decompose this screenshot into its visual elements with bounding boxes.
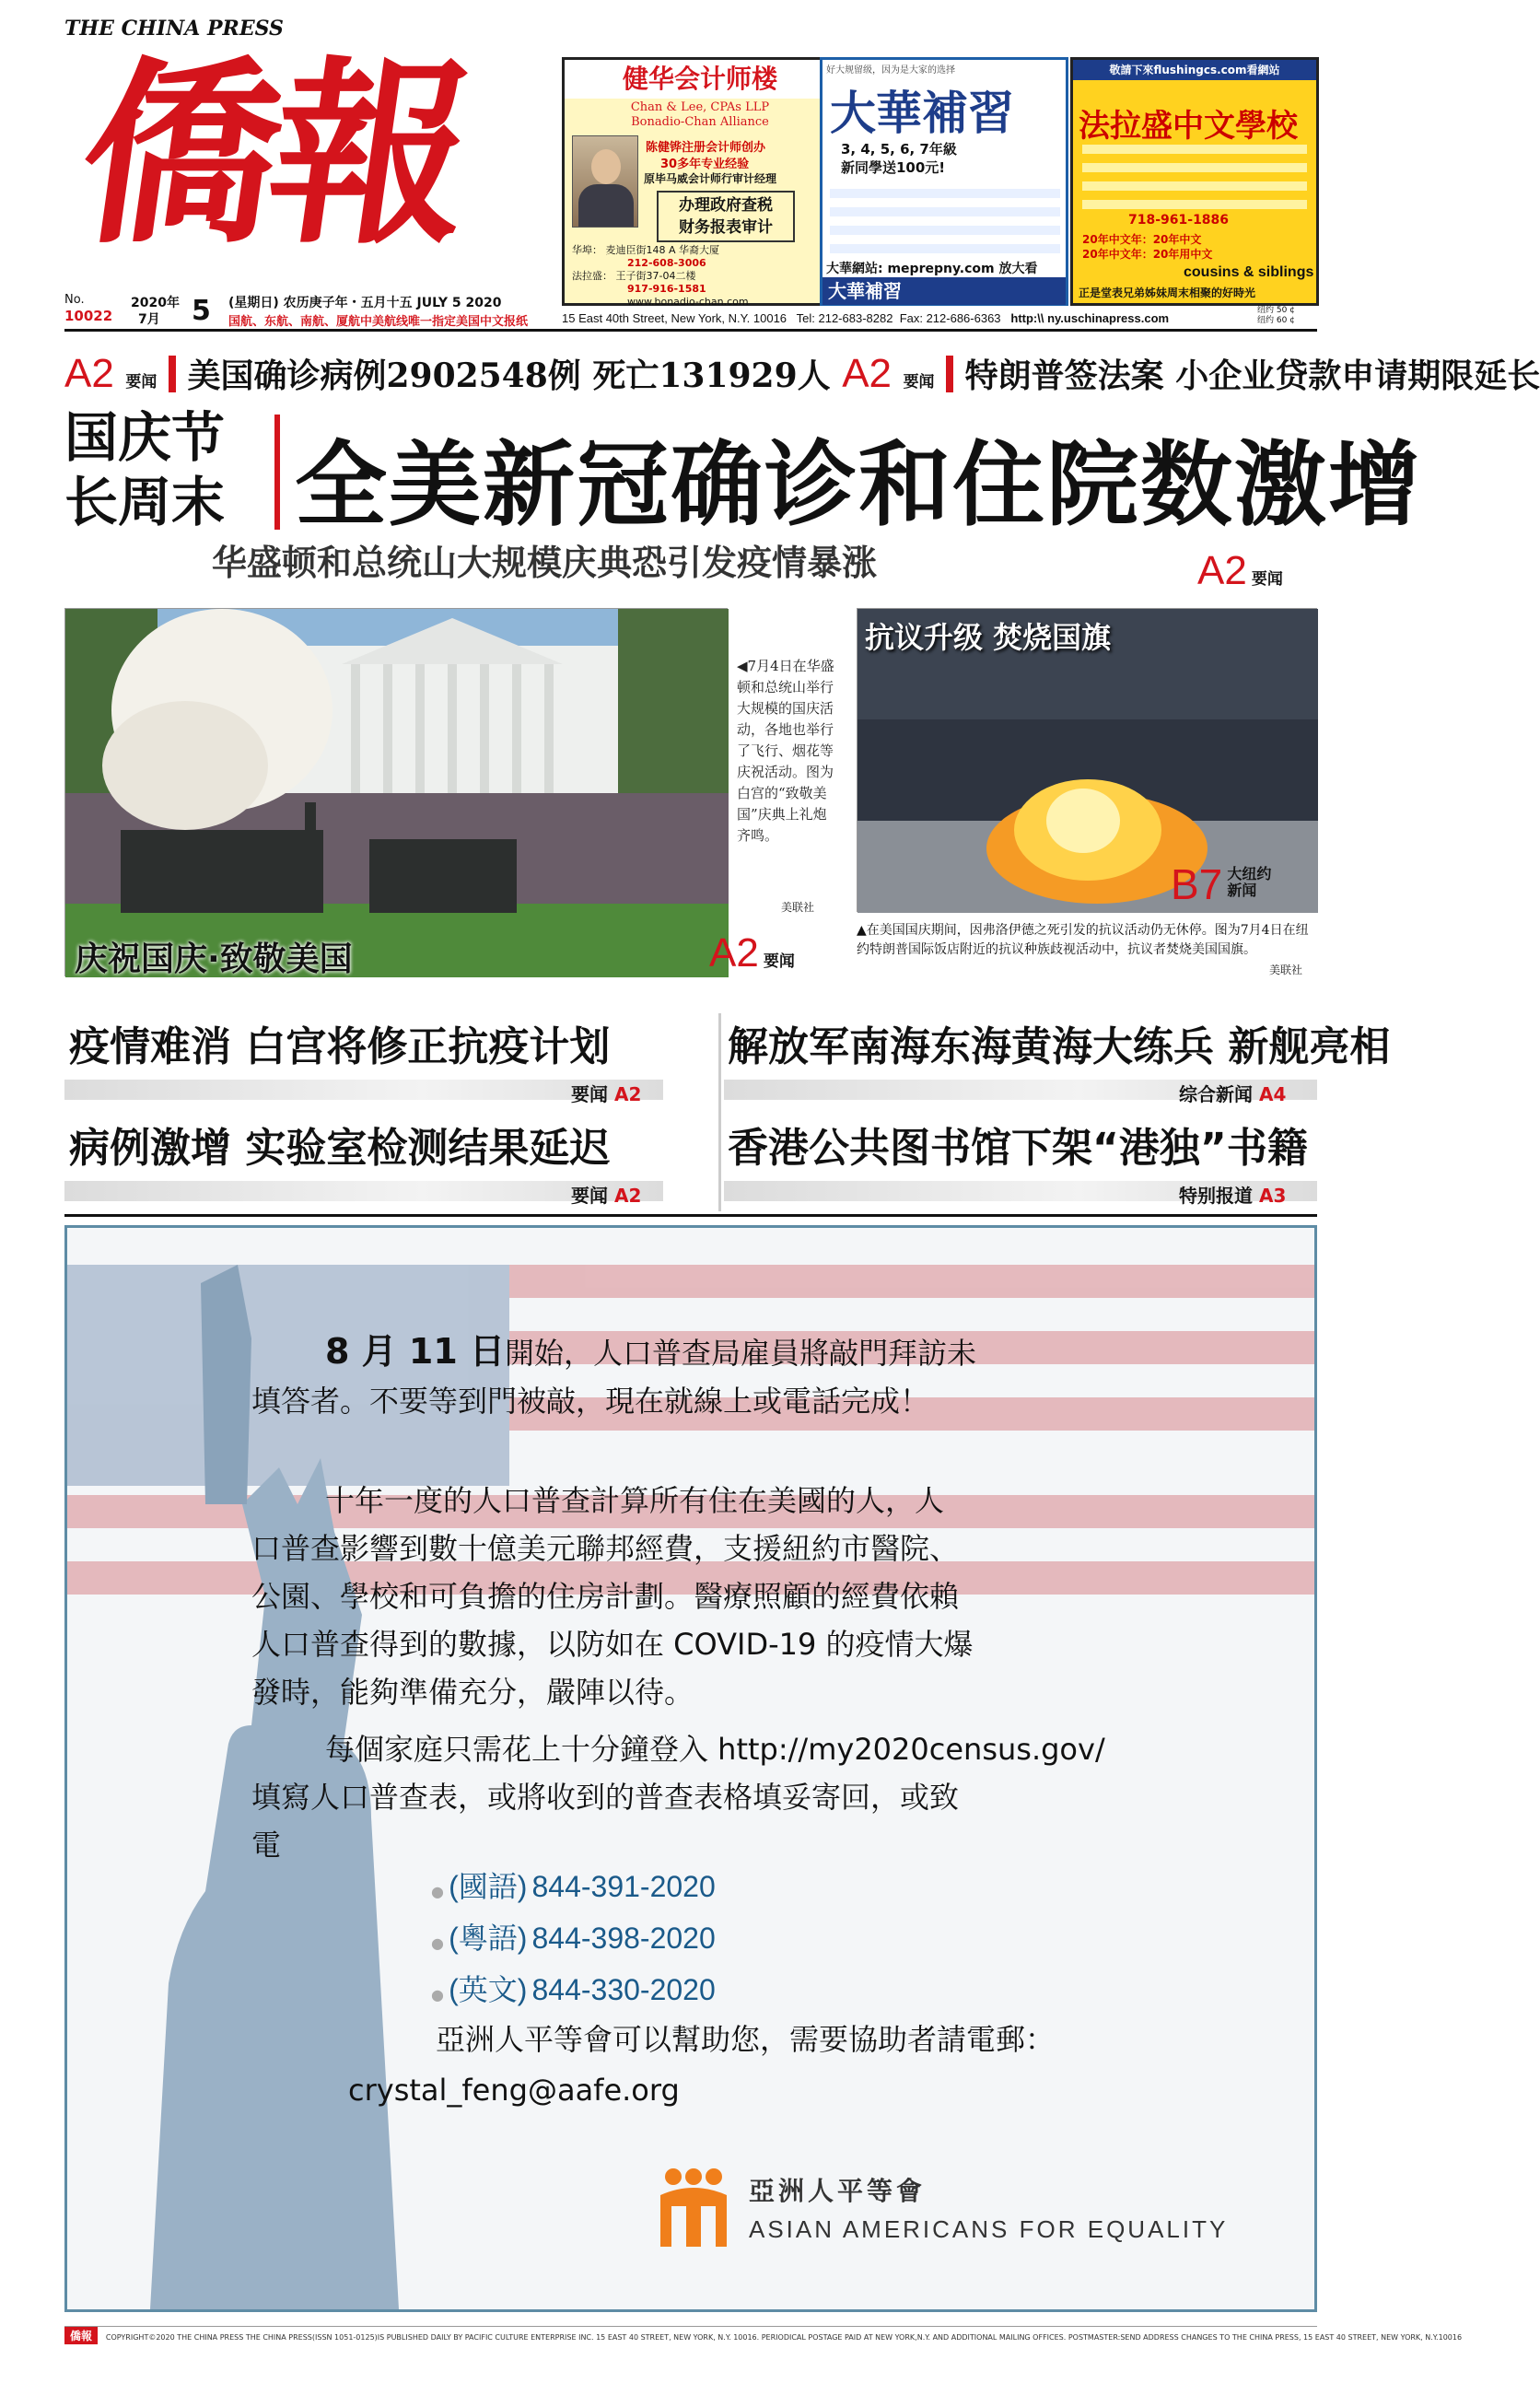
- census-p1-line2: 填答者。不要等到門被敲，現在就線上或電話完成！: [251, 1384, 930, 1419]
- story-4-section: 特别报道: [1179, 1185, 1253, 1207]
- story-divider: [718, 1013, 721, 1211]
- price-2: 纽约 60 ¢: [1257, 316, 1295, 325]
- census-email[interactable]: crystal_feng@aafe.org: [348, 2073, 680, 2108]
- phone-lang: (粵語): [449, 1922, 528, 1955]
- footer-logo: 僑報: [64, 2327, 98, 2344]
- story-3-tag: A2: [613, 1185, 642, 1207]
- addr-chinatown: 麦迪臣街148 A 华裔大厦: [605, 244, 720, 256]
- phone-lang: (國語): [449, 1870, 528, 1903]
- photo2-section-1: 大纽约: [1227, 865, 1272, 882]
- ad-school-top: 敬請下來flushingcs.com看網站: [1073, 60, 1316, 80]
- masthead: [64, 18, 543, 304]
- lead-subhead: 华盛顿和总统山大规模庆典恐引发疫情暴涨: [212, 542, 878, 583]
- photo2-ref[interactable]: [1171, 859, 1271, 909]
- top-headline-2-section: 要闻: [903, 373, 935, 391]
- ad-accounting-tag-3: 原毕马威会计师行审计经理: [644, 172, 777, 185]
- date-day: 5: [192, 295, 211, 327]
- price-box: [1257, 306, 1295, 326]
- top-headline-1[interactable]: 美国确诊病例2902548例 死亡131929人: [187, 356, 831, 395]
- phone-lang: (英文): [449, 1973, 528, 2006]
- ad-accounting[interactable]: [562, 57, 838, 306]
- issue-no-label: No.: [64, 293, 85, 307]
- issue-no: 10022: [64, 308, 113, 324]
- story-2-ref: [1179, 1080, 1286, 1106]
- white-house-photo: [65, 609, 729, 977]
- ad-school-phone: 718-961-1886: [1128, 213, 1230, 228]
- price-1: 纽约 50 ¢: [1257, 306, 1295, 315]
- story-4-ref: [1179, 1181, 1286, 1208]
- logo-english: THE CHINA PRESS: [64, 17, 284, 41]
- dateline: [64, 293, 1317, 332]
- fax: Fax: 212-686-6363: [899, 311, 1001, 325]
- census-p3-line3: 電: [251, 1828, 282, 1863]
- ad-tutoring-details: [830, 189, 1060, 253]
- phone-number: 844-391-2020: [531, 1870, 716, 1903]
- census-p2-line2: 口普查影響到數十億美元聯邦經費，支援紐約市醫院、: [251, 1531, 960, 1566]
- section-rule: [64, 1214, 1317, 1217]
- ad-chinese-school[interactable]: [1070, 57, 1319, 306]
- photo1-ref[interactable]: [709, 930, 795, 976]
- ad-tutoring-promo: 新同學送100元!: [841, 159, 946, 176]
- photo-protest: [857, 608, 1317, 912]
- census-paragraph-3: [251, 1725, 1265, 1869]
- census-date: 8 月 11 日: [325, 1331, 506, 1372]
- lead-side-label: [64, 405, 267, 534]
- ad-school-brand: cousins & siblings: [1184, 264, 1314, 280]
- bullet-icon: ●: [431, 1883, 444, 1900]
- aafe-icon: [657, 2167, 730, 2250]
- lead-ref-tag: A2: [1197, 548, 1247, 593]
- lead-side-label-2: 长周末: [64, 471, 226, 533]
- photo-white-house: [64, 608, 728, 976]
- ad-tutoring-title: 大華補習: [830, 86, 1014, 140]
- phone-chinatown: 212-608-3006: [627, 257, 706, 269]
- story-2[interactable]: 解放军南海东海黄海大练兵 新舰亮相: [728, 1023, 1391, 1070]
- ad-school-title: 法拉盛中文學校: [1079, 108, 1298, 145]
- story-3-section: 要闻: [571, 1185, 608, 1207]
- story-3[interactable]: 病例激增 实验室检测结果延迟: [69, 1125, 611, 1172]
- story-1-tag: A2: [613, 1083, 642, 1105]
- top-headline-2-tag[interactable]: A2: [842, 351, 892, 396]
- photo1-overlay: 庆祝国庆·致敬美国: [75, 940, 353, 978]
- ad-accounting-services: [657, 191, 795, 242]
- ad-school-slogan: 正是堂表兄弟姊妹周末相聚的好時光: [1079, 286, 1256, 299]
- divider: [169, 356, 176, 392]
- aafe-name-zh: 亞洲人平等會: [749, 2176, 927, 2206]
- ad-tutoring-grades: 3, 4, 5, 6, 7年級: [841, 141, 957, 158]
- census-p2-line3: 公園、學校和可負擔的住房計劃。醫療照顧的經費依賴: [251, 1579, 960, 1614]
- aafe-logo: [657, 2167, 1265, 2269]
- census-p1-rest: 開始，人口普查局雇員將敲門拜訪未: [505, 1336, 977, 1371]
- top-headline-1-section: 要闻: [125, 373, 158, 391]
- story-1-section: 要闻: [571, 1083, 608, 1105]
- photo2-caption: ▲在美国国庆期间，因弗洛伊德之死引发的抗议活动仍无休停。图为7月4日在纽约特朗普国际饭店附近的抗议种族歧视活动中，抗议者焚烧美国国旗。: [857, 923, 1309, 957]
- story-1[interactable]: 疫情难消 白宫将修正抗疫计划: [69, 1023, 611, 1070]
- date-line-1: [228, 293, 501, 311]
- story-4[interactable]: 香港公共图书馆下架“港独”书籍: [728, 1125, 1308, 1172]
- top-headline-1-tag[interactable]: A2: [64, 351, 114, 396]
- lead-ref-section: 要闻: [1251, 570, 1283, 589]
- photo2-ref-section: [1227, 866, 1271, 899]
- date-english: JULY 5 2020: [416, 296, 502, 310]
- footer: [64, 2326, 1463, 2346]
- lead-headline: [64, 405, 1422, 543]
- phone-row-english[interactable]: [431, 1967, 716, 2018]
- photo1-caption: ◀7月4日在华盛顿和总统山举行大规模的国庆活动，各地也举行了飞行、烟花等庆祝活动。图为白宫的“致敬美国”庆典上礼炮齐鸣。: [737, 658, 834, 844]
- addr2-label: 法拉盛：: [572, 270, 612, 282]
- lead-side-label-1: 国庆节: [64, 406, 226, 469]
- date-year: 2020年: [131, 296, 180, 310]
- census-phones: [431, 1863, 716, 2018]
- photo1-ref-tag: A2: [709, 930, 759, 976]
- story-1-ref: [571, 1080, 641, 1106]
- photo1-credit: 美联社: [781, 901, 815, 914]
- phone-row-mandarin[interactable]: [431, 1863, 716, 1915]
- census-p2-line4: 人口普查得到的數據，以防如在 COVID-19 的疫情大爆: [251, 1627, 974, 1662]
- ad-tutoring-top: 好大规留级，因为是大家的选择: [826, 65, 955, 76]
- top-headline-2[interactable]: 特朗普签法案 小企业贷款申请期限延长: [964, 356, 1540, 395]
- address: 15 East 40th Street, New York, N.Y. 10016: [562, 311, 788, 325]
- census-p2-line5: 發時，能夠準備充分，嚴陣以待。: [251, 1675, 694, 1710]
- census-p2-line1: 十年一度的人口普查計算所有住在美國的人，人: [325, 1483, 945, 1518]
- addr-label: 华埠：: [572, 244, 602, 256]
- airline-slogan: 国航、东航、南航、厦航中美航线唯一指定美国中文报纸: [228, 315, 529, 329]
- ad-accounting-web[interactable]: www.bonadio-chan.com: [627, 296, 749, 308]
- ad-tutoring-footer: 大華補習: [822, 277, 1066, 305]
- telephone: Tel: 212-683-8282: [796, 311, 893, 325]
- ad-accounting-tag-2: 30多年专业经验: [660, 158, 750, 171]
- story-4-tag: A3: [1258, 1185, 1287, 1207]
- divider: [946, 356, 953, 392]
- lead-divider: [274, 415, 280, 530]
- ad-tutoring[interactable]: [820, 57, 1068, 306]
- photo1-ref-section: 要闻: [763, 952, 795, 971]
- bullet-icon: ●: [431, 1934, 444, 1952]
- story-2-section: 综合新闻: [1179, 1083, 1253, 1105]
- top-headlines: [64, 350, 1540, 400]
- ad-accounting-name-1: Chan & Lee, CPAs LLP: [630, 100, 770, 114]
- lead-headline-text[interactable]: 全美新冠确诊和住院数激增: [295, 431, 1422, 539]
- census-paragraph-1: [251, 1327, 1265, 1425]
- bullet-icon: ●: [431, 1986, 444, 2004]
- addr-flushing: 王子街37-04二楼: [615, 270, 696, 282]
- ad-accounting-title: 健华会计师楼: [565, 60, 835, 99]
- portrait-photo: [572, 135, 638, 228]
- ad-school-class-2: 20年中文年：20年用中文: [1082, 248, 1213, 261]
- phone-number: 844-330-2020: [531, 1973, 716, 2006]
- ad-school-details: [1082, 145, 1307, 209]
- weekday: (星期日): [228, 296, 279, 310]
- ad-accounting-name-2: Bonadio-Chan Alliance: [631, 115, 769, 129]
- ad-accounting-tag-1: 陈健铧注册会计师创办: [646, 141, 766, 155]
- lunar-date: 农历庚子年・五月十五: [283, 296, 413, 310]
- census-ad: [64, 1225, 1317, 2312]
- census-paragraph-2: [251, 1477, 1265, 1716]
- logo-chinese: 僑報: [66, 38, 477, 271]
- photo2-ref-tag: B7: [1171, 860, 1223, 908]
- ad-school-class-1: 20年中文年：20年中文: [1082, 233, 1202, 246]
- website[interactable]: http:\\ ny.uschinapress.com: [1010, 311, 1170, 325]
- lead-ref[interactable]: [1197, 548, 1283, 594]
- date-month: 7月: [138, 312, 160, 327]
- phone-row-cantonese[interactable]: [431, 1915, 716, 1967]
- photo2-section-2: 新闻: [1227, 882, 1257, 899]
- photo2-credit: 美联社: [1269, 964, 1303, 976]
- phone-number: 844-398-2020: [531, 1922, 716, 1955]
- contact-line: [562, 311, 1169, 325]
- census-p3-line2: 填寫人口普查表，或將收到的普查表格填妥寄回，或致: [251, 1780, 960, 1815]
- ad-accounting-service-1: 办理政府查税: [679, 196, 773, 215]
- census-p3-line1[interactable]: 每個家庭只需花上十分鐘登入 http://my2020census.gov/: [325, 1732, 1105, 1767]
- ad-tutoring-web[interactable]: 大華網站: meprepny.com 放大看: [826, 262, 1038, 276]
- footer-copyright: COPYRIGHT©2020 THE CHINA PRESS THE CHINA PRESS(ISSN 1051-0125)IS PUBLISHED DAILY BY PACIFIC CULTURE ENTERPRISE INC. 15 EAST 40 STREET, NEW YORK, N.Y. 10016. PERIODICAL POSTAGE PAID AT NEW YORK,N.Y. AND ADDITIONAL MAILING OFFICES. POSTMASTER:SEND ADDRESS CHANGES TO THE CHINA PRESS, 15 EAST 40 STREET, NEW YORK, N.Y.10016: [105, 2333, 1463, 2342]
- census-help: 亞洲人平等會可以幫助您，需要協助者請電郵：: [436, 2022, 1056, 2057]
- phone-flushing: 917-916-1581: [627, 283, 706, 295]
- aafe-name-en: ASIAN AMERICANS FOR EQUALITY: [749, 2215, 1229, 2243]
- story-3-ref: [571, 1181, 641, 1208]
- story-2-tag: A4: [1258, 1083, 1287, 1105]
- photo2-overlay: 抗议升级 焚烧国旗: [865, 620, 1112, 655]
- ad-accounting-service-2: 财务报表审计: [679, 218, 773, 237]
